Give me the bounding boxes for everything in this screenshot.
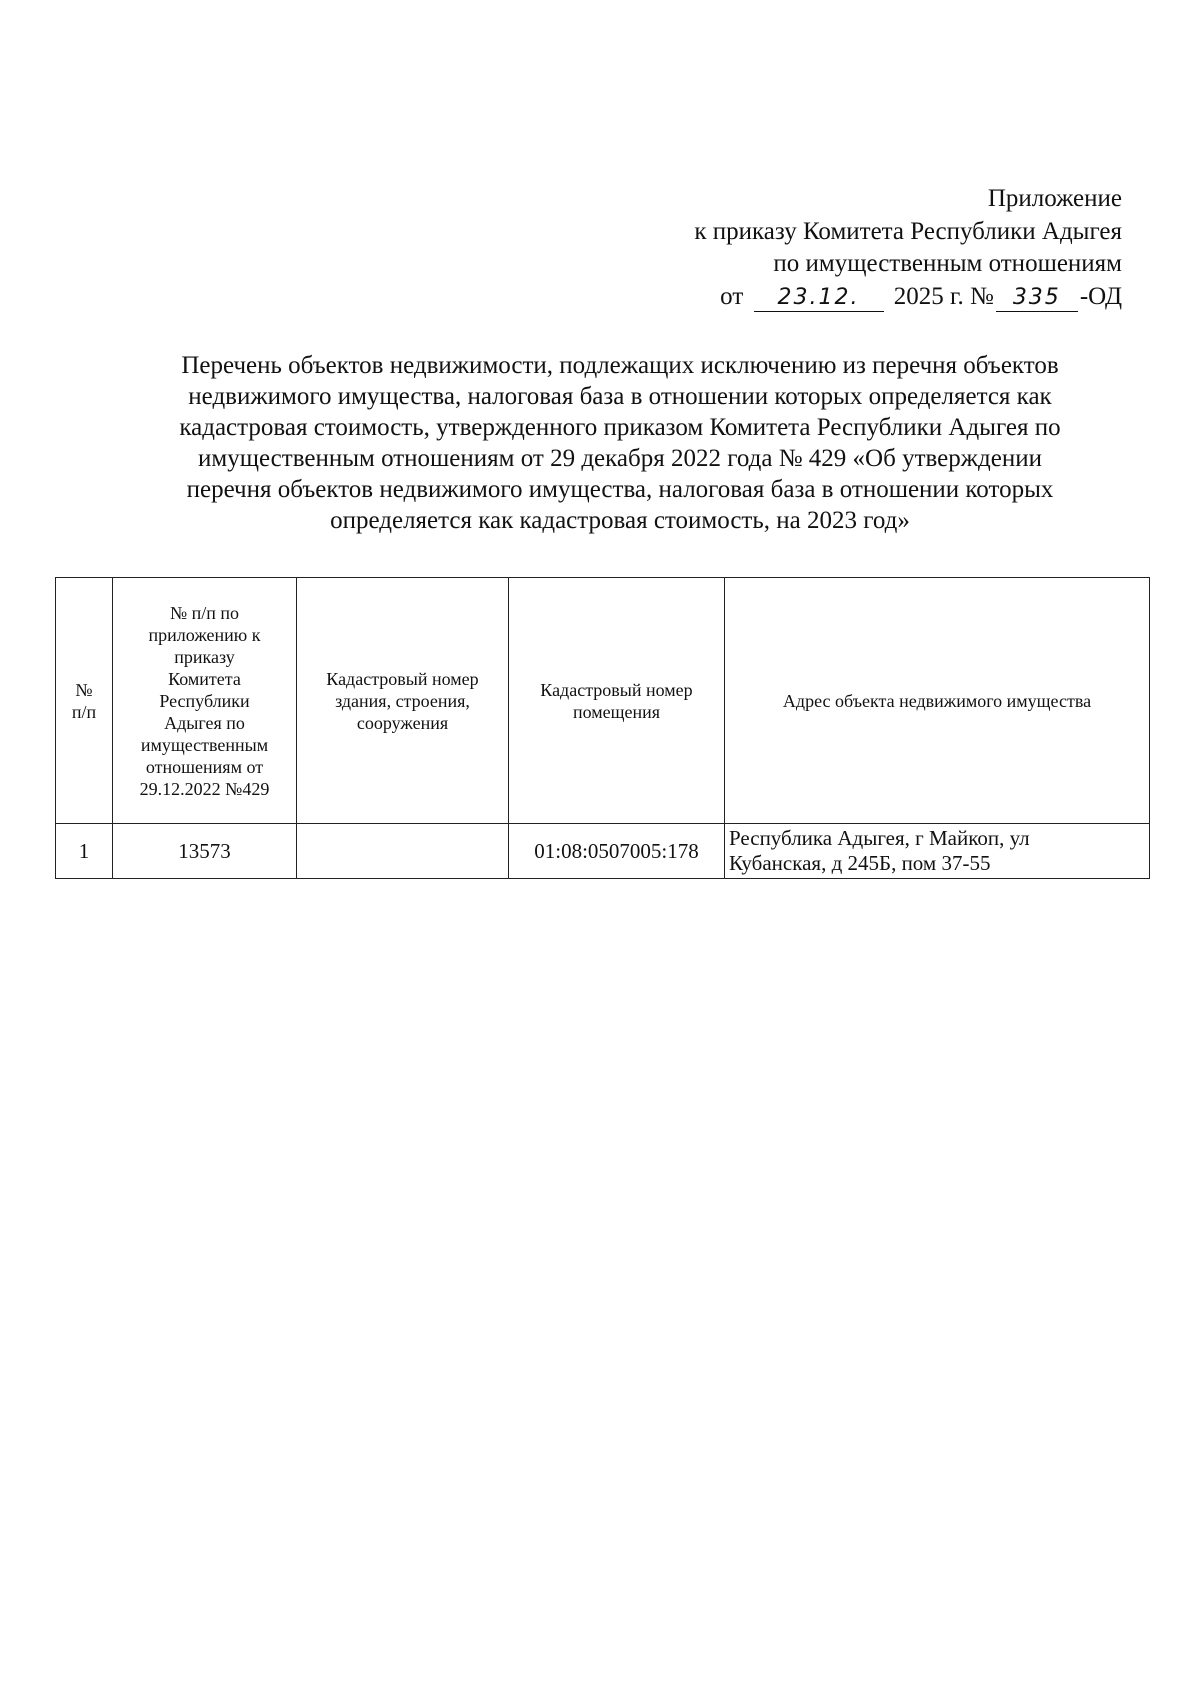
header-address: Адрес объекта недвижимого имущества (725, 578, 1150, 824)
header-room-cadastral: Кадастровый номер помещения (509, 578, 725, 824)
appendix-date-number-line (694, 281, 1122, 314)
title-line: кадастровая стоимость, утвержденного приказом Комитета Республики Адыгея по (179, 414, 1061, 441)
cell-room-cadastral: 01:08:0507005:178 (509, 824, 725, 879)
title-line: перечня объектов недвижимого имущества, налоговая база в отношении которых (186, 476, 1054, 503)
appendix-committee: по имущественным отношениям (773, 250, 1122, 277)
cell-building-cadastral (297, 824, 509, 879)
appendix-block (694, 183, 1122, 313)
title-line: определяется как кадастровая стоимость, на 2023 год» (330, 507, 910, 534)
header-building-cadastral: Кадастровый номер здания, строения, сооружения (297, 578, 509, 824)
cell-row-number: 1 (56, 824, 113, 879)
table-header-row (56, 578, 1150, 824)
handwritten-date: 23.12. (754, 285, 884, 312)
appendix-order-reference: к приказу Комитета Республики Адыгея (694, 217, 1122, 245)
cell-appendix-number: 13573 (113, 824, 297, 879)
table-row (56, 824, 1150, 879)
header-row-number: № п/п (56, 578, 113, 824)
header-appendix-number: № п/п по приложению к приказу Комитета Республики Адыгея по имущественным отношениям от 29.12.2022 №429 (113, 578, 297, 824)
property-table (55, 577, 1150, 879)
cell-address: Республика Адыгея, г Майкоп, ул Кубанская, д 245Б, пом 37-55 (725, 824, 1150, 879)
appendix-from-prefix: от (720, 282, 744, 310)
appendix-order-suffix: -ОД (1079, 282, 1122, 310)
handwritten-order-number: 335 (996, 285, 1078, 312)
title-line: Перечень объектов недвижимости, подлежащих исключению из перечня объектов (181, 352, 1059, 379)
title-line: имущественным отношениям от 29 декабря 2022 года № 429 «Об утверждении (198, 445, 1042, 472)
document-title (100, 350, 1140, 536)
title-line: недвижимого имущества, налоговая база в отношении которых определяется как (188, 383, 1052, 410)
appendix-label: Приложение (987, 185, 1122, 212)
appendix-year-text: 2025 г. № (893, 282, 994, 310)
